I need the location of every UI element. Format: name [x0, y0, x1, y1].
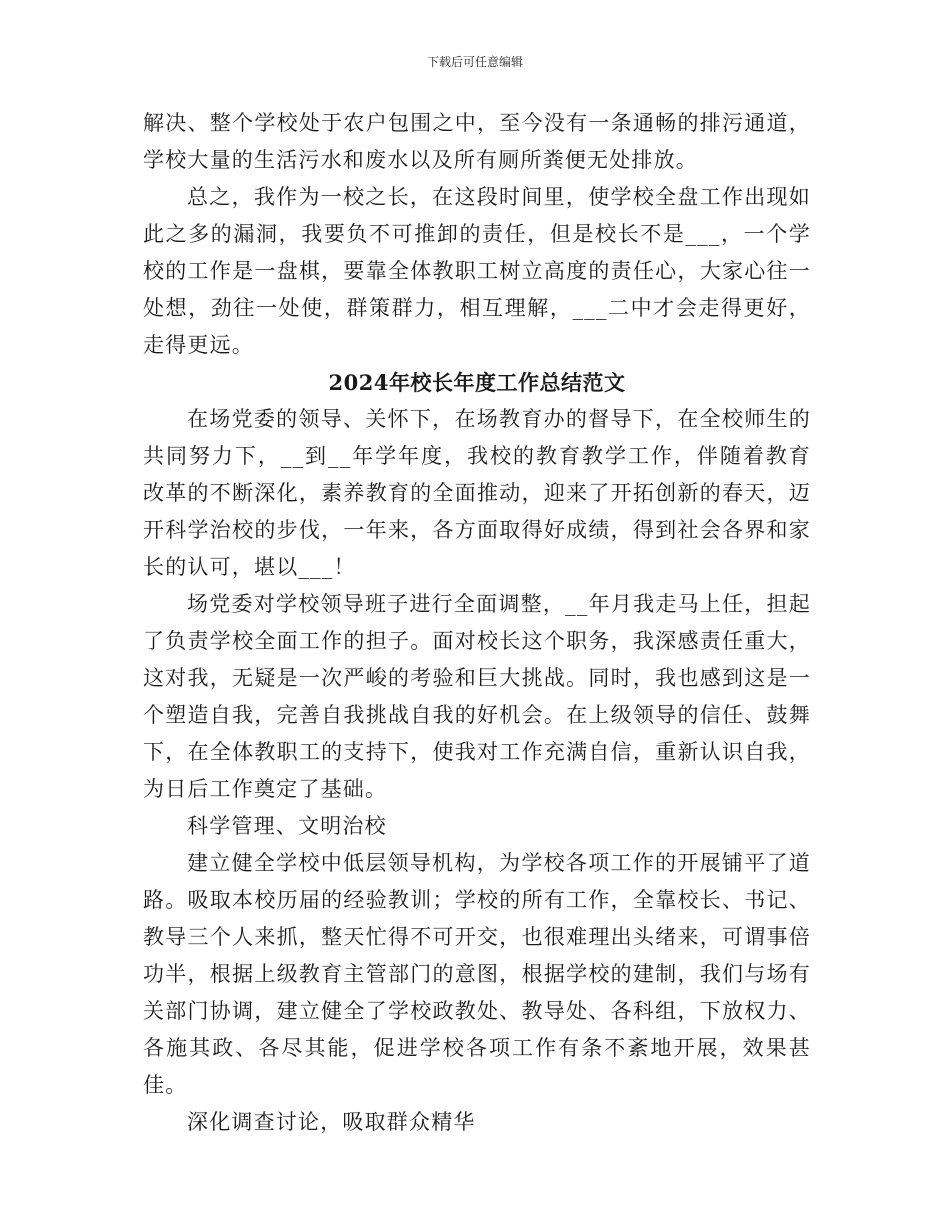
- document-title: 2024年校长年度工作总结范文: [328, 370, 626, 395]
- section-heading: 科学管理、文明治校: [187, 814, 387, 838]
- paragraph: 建立健全学校中低层领导机构，为学校各项工作的开展铺平了道路。吸取本校历届的经验教训；学校的所有工作，全靠校长、书记、教导三个人来抓，整天忙得不可开交，也很难理出头绪来，可谓事倍功半，根据上级教育主管部门的意图，根据学校的建制，我们与场有关部门协调，建立健全了学校政教处、教导处、各科组，下放权力、各施其政、各尽其能，促进学校各项工作有条不紊地开展，效果甚佳。: [143, 851, 811, 1097]
- section-heading: 深化调查讨论，吸取群众精华: [187, 1110, 476, 1134]
- paragraph: 在场党委的领导、关怀下，在场教育办的督导下，在全校师生的共同努力下，__到__年学年度，我校的教育教学工作，伴随着教育改革的不断深化，素养教育的全面推动，迎来了开拓创新的春天，迈开科学治校的步伐，一年来，各方面取得好成绩，得到社会各界和家长的认可，堪以___！: [143, 407, 811, 579]
- page-header: 下载后可任意编辑: [426, 55, 523, 69]
- paragraph: 场党委对学校领导班子进行全面调整，__年月我走马上任，担起了负责学校全面工作的担子。面对校长这个职务，我深感责任重大，这对我，无疑是一次严峻的考验和巨大挑战。同时，我也感到这是一个塑造自我，完善自我挑战自我的好机会。在上级领导的信任、鼓舞下，在全体教职工的支持下，使我对工作充满自信，重新认识自我，为日后工作奠定了基础。: [143, 592, 811, 801]
- document-body: [143, 105, 811, 1141]
- paragraph: 总之，我作为一校之长，在这段时间里，使学校全盘工作出现如此之多的漏洞，我要负不可推卸的责任，但是校长不是___，一个学校的工作是一盘棋，要靠全体教职工树立高度的责任心，大家心往一处想，劲往一处使，群策群力，相互理解，___二中才会走得更好，走得更远。: [143, 185, 811, 357]
- paragraph: 解决、整个学校处于农户包围之中，至今没有一条通畅的排污通道，学校大量的生活污水和废水以及所有厕所粪便无处排放。: [143, 111, 811, 172]
